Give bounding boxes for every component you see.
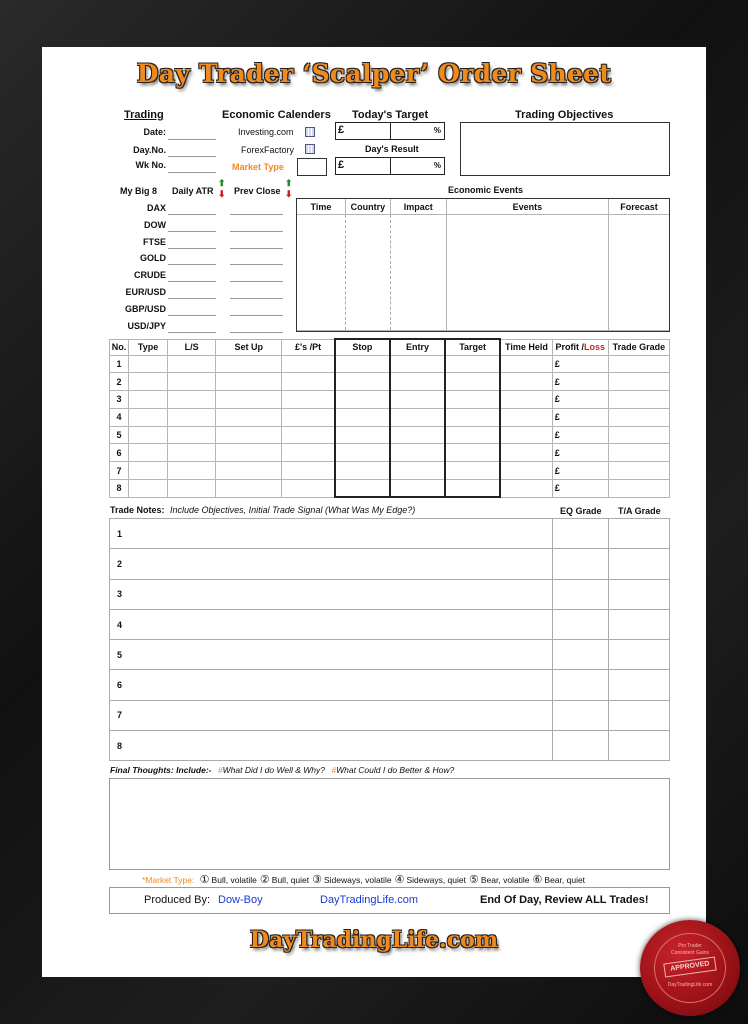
- note-number: 4: [117, 619, 123, 630]
- site-link[interactable]: DayTradingLife.com: [320, 894, 419, 906]
- trades-col-no: No.: [110, 339, 129, 355]
- atr-field[interactable]: [168, 248, 216, 249]
- market-type-number: ②: [259, 874, 270, 886]
- big8-symbol: GOLD: [140, 253, 166, 264]
- events-cell[interactable]: [390, 215, 446, 331]
- atr-field[interactable]: [168, 315, 216, 316]
- trade-setup-cell[interactable]: [216, 408, 282, 426]
- market-type-items: [197, 875, 585, 885]
- ta-grade-cell[interactable]: [609, 609, 670, 639]
- trade-pts-cell[interactable]: [282, 426, 335, 444]
- big8-symbol: USD/JPY: [127, 320, 166, 331]
- calendar-investing[interactable]: Investing.com: [238, 127, 294, 137]
- trade-profit-cell[interactable]: [552, 444, 608, 462]
- note-row: [110, 579, 670, 609]
- note-cell[interactable]: [110, 670, 553, 700]
- final-q1: What Did I do Well & Why?: [222, 765, 325, 775]
- wkno-label: Wk No.: [135, 160, 166, 170]
- final-thoughts-label: Final Thoughts: Include:-: [110, 765, 212, 775]
- trade-notes-hint: Include Objectives, Initial Trade Signal (What Was My Edge?): [170, 505, 416, 515]
- trade-stop-cell[interactable]: [335, 408, 390, 426]
- trade-setup-cell[interactable]: [216, 355, 282, 373]
- market-type-text: Bull, quiet: [271, 875, 310, 885]
- atr-field[interactable]: [168, 332, 216, 333]
- hash-marker: #: [217, 765, 223, 775]
- objectives-box[interactable]: [460, 122, 670, 176]
- trades-col-grade: Trade Grade: [608, 339, 669, 355]
- footer-bar: [109, 887, 670, 914]
- currency-symbol: £: [338, 124, 345, 136]
- divider: [390, 158, 391, 174]
- trade-pts-cell[interactable]: [282, 444, 335, 462]
- note-number: 3: [117, 589, 123, 600]
- trade-entry-cell[interactable]: [390, 373, 445, 391]
- final-thoughts-box[interactable]: [109, 778, 670, 870]
- trade-grade-cell[interactable]: [608, 426, 669, 444]
- ta-grade-cell[interactable]: [609, 640, 670, 670]
- trade-stop-cell[interactable]: [335, 426, 390, 444]
- note-row: [110, 731, 670, 761]
- percent-symbol: %: [433, 161, 441, 170]
- review-note: End Of Day, Review ALL Trades!: [480, 894, 649, 906]
- trades-col-pts: £'s /Pt: [282, 339, 335, 355]
- ta-grade-cell[interactable]: [609, 670, 670, 700]
- trade-entry-cell[interactable]: [390, 480, 445, 498]
- note-cell[interactable]: [110, 579, 553, 609]
- produced-by-label: Produced By:: [144, 894, 211, 906]
- loss-label: Loss: [584, 342, 606, 352]
- trade-target-cell[interactable]: [445, 391, 500, 409]
- trades-col-entry: Entry: [390, 339, 445, 355]
- trades-col-target: Target: [445, 339, 500, 355]
- prev-close-heading: Prev Close: [234, 186, 281, 196]
- note-row: [110, 609, 670, 639]
- note-row: [110, 670, 670, 700]
- events-cell[interactable]: [446, 215, 608, 331]
- profit-label: Profit /: [555, 342, 585, 352]
- trade-pts-cell[interactable]: [282, 462, 335, 480]
- trade-ls-cell[interactable]: [168, 408, 216, 426]
- currency-symbol: £: [554, 394, 560, 405]
- calendar-icon[interactable]: [305, 144, 315, 154]
- trade-time-held-cell[interactable]: [500, 391, 552, 409]
- trade-type-cell[interactable]: [129, 355, 168, 373]
- prev-close-field[interactable]: [230, 214, 283, 215]
- currency-symbol: £: [554, 358, 560, 369]
- final-q2: What Could I do Better & How?: [336, 765, 455, 775]
- trade-grade-cell[interactable]: [608, 444, 669, 462]
- trade-pts-cell[interactable]: [282, 480, 335, 498]
- brand-logo: DayTradingLife.com: [249, 927, 499, 953]
- trade-notes-label: Trade Notes:: [110, 505, 165, 515]
- trade-stop-cell[interactable]: [335, 355, 390, 373]
- eq-grade-cell[interactable]: [553, 731, 609, 761]
- trade-row: [110, 391, 670, 409]
- note-cell[interactable]: [110, 519, 553, 549]
- trade-ls-cell[interactable]: [168, 373, 216, 391]
- trade-no: 8: [110, 480, 129, 498]
- trade-entry-cell[interactable]: [390, 462, 445, 480]
- notes-table: [109, 518, 670, 761]
- events-cell[interactable]: [609, 215, 670, 331]
- trade-profit-cell[interactable]: [552, 373, 608, 391]
- note-row: [110, 640, 670, 670]
- currency-symbol: £: [554, 412, 560, 423]
- note-cell[interactable]: [110, 549, 553, 579]
- trade-time-held-cell[interactable]: [500, 462, 552, 480]
- events-col-country: Country: [345, 199, 390, 215]
- trade-grade-cell[interactable]: [608, 355, 669, 373]
- divider: [390, 123, 391, 139]
- trade-time-held-cell[interactable]: [500, 355, 552, 373]
- events-col-impact: Impact: [390, 199, 446, 215]
- eq-grade-cell[interactable]: [553, 579, 609, 609]
- prev-close-field[interactable]: [230, 264, 283, 265]
- eq-grade-cell[interactable]: [553, 519, 609, 549]
- ta-grade-cell[interactable]: [609, 700, 670, 730]
- note-number: 7: [117, 710, 123, 721]
- market-type-number: ⑥: [532, 874, 543, 886]
- trade-no: 4: [110, 408, 129, 426]
- events-col-time: Time: [297, 199, 346, 215]
- note-row: [110, 549, 670, 579]
- ta-grade-cell[interactable]: [609, 579, 670, 609]
- trade-type-cell[interactable]: [129, 444, 168, 462]
- trade-stop-cell[interactable]: [335, 391, 390, 409]
- arrow-up-icon: ⬆: [218, 178, 226, 188]
- result-field[interactable]: [335, 157, 445, 175]
- trade-setup-cell[interactable]: [216, 480, 282, 498]
- events-table: [296, 198, 670, 331]
- trade-target-cell[interactable]: [445, 462, 500, 480]
- trade-no: 1: [110, 355, 129, 373]
- trading-heading: Trading: [124, 109, 164, 121]
- trade-pts-cell[interactable]: [282, 391, 335, 409]
- currency-symbol: £: [554, 483, 560, 494]
- events-heading: Economic Events: [448, 185, 524, 195]
- trade-pts-cell[interactable]: [282, 373, 335, 391]
- market-type-number: ①: [199, 874, 210, 886]
- note-cell[interactable]: [110, 609, 553, 639]
- trade-setup-cell[interactable]: [216, 373, 282, 391]
- market-type-number: ⑤: [468, 874, 479, 886]
- trades-body: [110, 355, 670, 497]
- arrow-up-icon: ⬆: [285, 178, 293, 188]
- note-number: 6: [117, 680, 123, 691]
- trade-entry-cell[interactable]: [390, 355, 445, 373]
- arrow-down-icon: ⬇: [218, 189, 226, 199]
- atr-heading: Daily ATR: [172, 186, 214, 196]
- trades-col-time-held: Time Held: [500, 339, 552, 355]
- events-cell[interactable]: [345, 215, 390, 331]
- trade-grade-cell[interactable]: [608, 391, 669, 409]
- trade-row: [110, 408, 670, 426]
- trade-type-cell[interactable]: [129, 426, 168, 444]
- trade-target-cell[interactable]: [445, 480, 500, 498]
- trade-target-cell[interactable]: [445, 408, 500, 426]
- days-result-label: Day's Result: [365, 144, 419, 154]
- objectives-heading: Trading Objectives: [515, 109, 614, 121]
- trade-stop-cell[interactable]: [335, 480, 390, 498]
- note-row: [110, 519, 670, 549]
- trade-profit-cell[interactable]: [552, 408, 608, 426]
- trade-row: [110, 373, 670, 391]
- sheet-title: Day Trader ‘Scalper’ Order Sheet: [136, 59, 612, 88]
- percent-symbol: %: [433, 126, 441, 135]
- trade-target-cell[interactable]: [445, 355, 500, 373]
- trade-ls-cell[interactable]: [168, 444, 216, 462]
- currency-symbol: £: [554, 447, 560, 458]
- prev-close-field[interactable]: [230, 231, 283, 232]
- market-type-legend-label: *Market Type:: [142, 875, 195, 885]
- atr-field[interactable]: [168, 264, 216, 265]
- market-type-label: Market Type: [232, 162, 284, 172]
- trade-grade-cell[interactable]: [608, 373, 669, 391]
- eq-grade-heading: EQ Grade: [560, 506, 602, 516]
- trade-grade-cell[interactable]: [608, 480, 669, 498]
- trade-notes-header: [110, 505, 415, 515]
- eq-grade-cell[interactable]: [553, 609, 609, 639]
- seal-line2-text: Consistent Gains: [670, 950, 710, 956]
- big8-symbol: FTSE: [142, 236, 166, 247]
- trade-setup-cell[interactable]: [216, 444, 282, 462]
- note-number: 8: [117, 740, 123, 751]
- trade-type-cell[interactable]: [129, 462, 168, 480]
- trades-col-ls: L/S: [168, 339, 216, 355]
- trade-pts-cell[interactable]: [282, 408, 335, 426]
- atr-field[interactable]: [168, 281, 216, 282]
- market-type-field[interactable]: [297, 158, 327, 176]
- market-type-text: Bear, volatile: [480, 875, 530, 885]
- eq-grade-cell[interactable]: [553, 640, 609, 670]
- atr-field[interactable]: [168, 298, 216, 299]
- ta-grade-heading: T/A Grade: [618, 506, 661, 516]
- eq-grade-cell[interactable]: [553, 670, 609, 700]
- target-heading: Today's Target: [352, 109, 429, 121]
- big8-symbol: DOW: [144, 219, 166, 230]
- big8-symbol: DAX: [146, 203, 166, 213]
- calendars-heading: Economic Calenders: [222, 109, 331, 121]
- big8-symbol: EUR/USD: [125, 287, 166, 297]
- currency-symbol: £: [554, 430, 560, 441]
- dayno-field[interactable]: [168, 156, 216, 157]
- final-thoughts-header: [110, 765, 454, 775]
- trades-col-setup: Set Up: [216, 339, 282, 355]
- trade-time-held-cell[interactable]: [500, 444, 552, 462]
- trade-setup-cell[interactable]: [216, 391, 282, 409]
- trade-no: 3: [110, 391, 129, 409]
- seal-bottom-text: DayTradingLife.com: [667, 982, 713, 988]
- seal-stamp: APPROVED: [663, 956, 716, 977]
- events-col-events: Events: [446, 199, 608, 215]
- date-label: Date:: [143, 127, 166, 137]
- eq-grade-cell[interactable]: [553, 700, 609, 730]
- eq-grade-cell[interactable]: [553, 549, 609, 579]
- trade-setup-cell[interactable]: [216, 462, 282, 480]
- target-field[interactable]: [335, 122, 445, 140]
- market-type-text: Bull, volatile: [211, 875, 257, 885]
- atr-field[interactable]: [168, 214, 216, 215]
- trade-stop-cell[interactable]: [335, 462, 390, 480]
- arrow-down-icon: ⬇: [285, 189, 293, 199]
- trade-no: 2: [110, 373, 129, 391]
- currency-symbol: £: [338, 159, 345, 171]
- trade-time-held-cell[interactable]: [500, 408, 552, 426]
- trade-profit-cell[interactable]: [552, 426, 608, 444]
- note-cell[interactable]: [110, 700, 553, 730]
- approved-seal: [640, 920, 740, 1016]
- trade-grade-cell[interactable]: [608, 408, 669, 426]
- trade-time-held-cell[interactable]: [500, 426, 552, 444]
- trade-type-cell[interactable]: [129, 373, 168, 391]
- trade-entry-cell[interactable]: [390, 426, 445, 444]
- trade-type-cell[interactable]: [129, 408, 168, 426]
- trade-no: 7: [110, 462, 129, 480]
- ta-grade-cell[interactable]: [609, 519, 670, 549]
- notes-body: [110, 519, 670, 761]
- note-cell[interactable]: [110, 640, 553, 670]
- trade-no: 6: [110, 444, 129, 462]
- trade-profit-cell[interactable]: [552, 462, 608, 480]
- trade-row: [110, 355, 670, 373]
- trade-ls-cell[interactable]: [168, 391, 216, 409]
- note-cell[interactable]: [110, 731, 553, 761]
- trade-ls-cell[interactable]: [168, 426, 216, 444]
- trade-pts-cell[interactable]: [282, 355, 335, 373]
- trade-target-cell[interactable]: [445, 426, 500, 444]
- atr-field[interactable]: [168, 231, 216, 232]
- wkno-field[interactable]: [168, 172, 216, 173]
- hash-marker: #: [331, 765, 337, 775]
- note-number: 5: [117, 649, 123, 660]
- trade-entry-cell[interactable]: [390, 391, 445, 409]
- big8-heading: My Big 8: [120, 186, 158, 196]
- prev-close-field[interactable]: [230, 298, 283, 299]
- trade-row: [110, 444, 670, 462]
- trades-table: [109, 338, 670, 498]
- trade-profit-cell[interactable]: [552, 355, 608, 373]
- calendar-forexfactory[interactable]: ForexFactory: [241, 145, 295, 155]
- calendar-icon[interactable]: [305, 127, 315, 137]
- events-col-forecast: Forecast: [609, 199, 670, 215]
- trade-ls-cell[interactable]: [168, 355, 216, 373]
- seal-top-text: Pro Trader: [678, 943, 702, 949]
- trades-col-profit-loss: [552, 339, 608, 355]
- trade-row: [110, 480, 670, 498]
- trade-stop-cell[interactable]: [335, 444, 390, 462]
- currency-symbol: £: [554, 465, 560, 476]
- trade-stop-cell[interactable]: [335, 373, 390, 391]
- note-row: [110, 700, 670, 730]
- trade-time-held-cell[interactable]: [500, 480, 552, 498]
- trades-col-stop: Stop: [335, 339, 390, 355]
- events-cell[interactable]: [297, 215, 346, 331]
- ta-grade-cell[interactable]: [609, 549, 670, 579]
- trades-col-type: Type: [129, 339, 168, 355]
- trade-time-held-cell[interactable]: [500, 373, 552, 391]
- note-number: 1: [117, 528, 123, 539]
- trade-target-cell[interactable]: [445, 444, 500, 462]
- prev-close-field[interactable]: [230, 281, 283, 282]
- trade-entry-cell[interactable]: [390, 408, 445, 426]
- trade-profit-cell[interactable]: [552, 480, 608, 498]
- big8-symbol: CRUDE: [133, 270, 166, 281]
- trade-ls-cell[interactable]: [168, 480, 216, 498]
- trade-target-cell[interactable]: [445, 373, 500, 391]
- ta-grade-cell[interactable]: [609, 731, 670, 761]
- trade-type-cell[interactable]: [129, 480, 168, 498]
- market-type-number: ③: [312, 874, 322, 886]
- trade-ls-cell[interactable]: [168, 462, 216, 480]
- trade-setup-cell[interactable]: [216, 426, 282, 444]
- market-type-text: Sideways, volatile: [324, 875, 392, 885]
- author-link[interactable]: Dow-Boy: [218, 894, 263, 906]
- big8-symbol: GBP/USD: [124, 303, 166, 314]
- date-field[interactable]: [168, 139, 216, 140]
- dayno-label: Day.No.: [133, 145, 166, 155]
- prev-close-field[interactable]: [230, 315, 283, 316]
- order-sheet: [42, 47, 706, 977]
- prev-close-field[interactable]: [230, 248, 283, 249]
- currency-symbol: £: [554, 376, 560, 387]
- trade-profit-cell[interactable]: [552, 391, 608, 409]
- market-type-text: Sideways, quiet: [406, 875, 466, 885]
- trade-row: [110, 426, 670, 444]
- prev-close-field[interactable]: [230, 332, 283, 333]
- market-type-text: Bear, quiet: [544, 875, 586, 885]
- note-number: 2: [117, 558, 123, 569]
- trade-grade-cell[interactable]: [608, 462, 669, 480]
- trade-row: [110, 462, 670, 480]
- trade-type-cell[interactable]: [129, 391, 168, 409]
- market-type-legend: [142, 873, 585, 886]
- trade-entry-cell[interactable]: [390, 444, 445, 462]
- trade-no: 5: [110, 426, 129, 444]
- market-type-number: ④: [394, 874, 405, 886]
